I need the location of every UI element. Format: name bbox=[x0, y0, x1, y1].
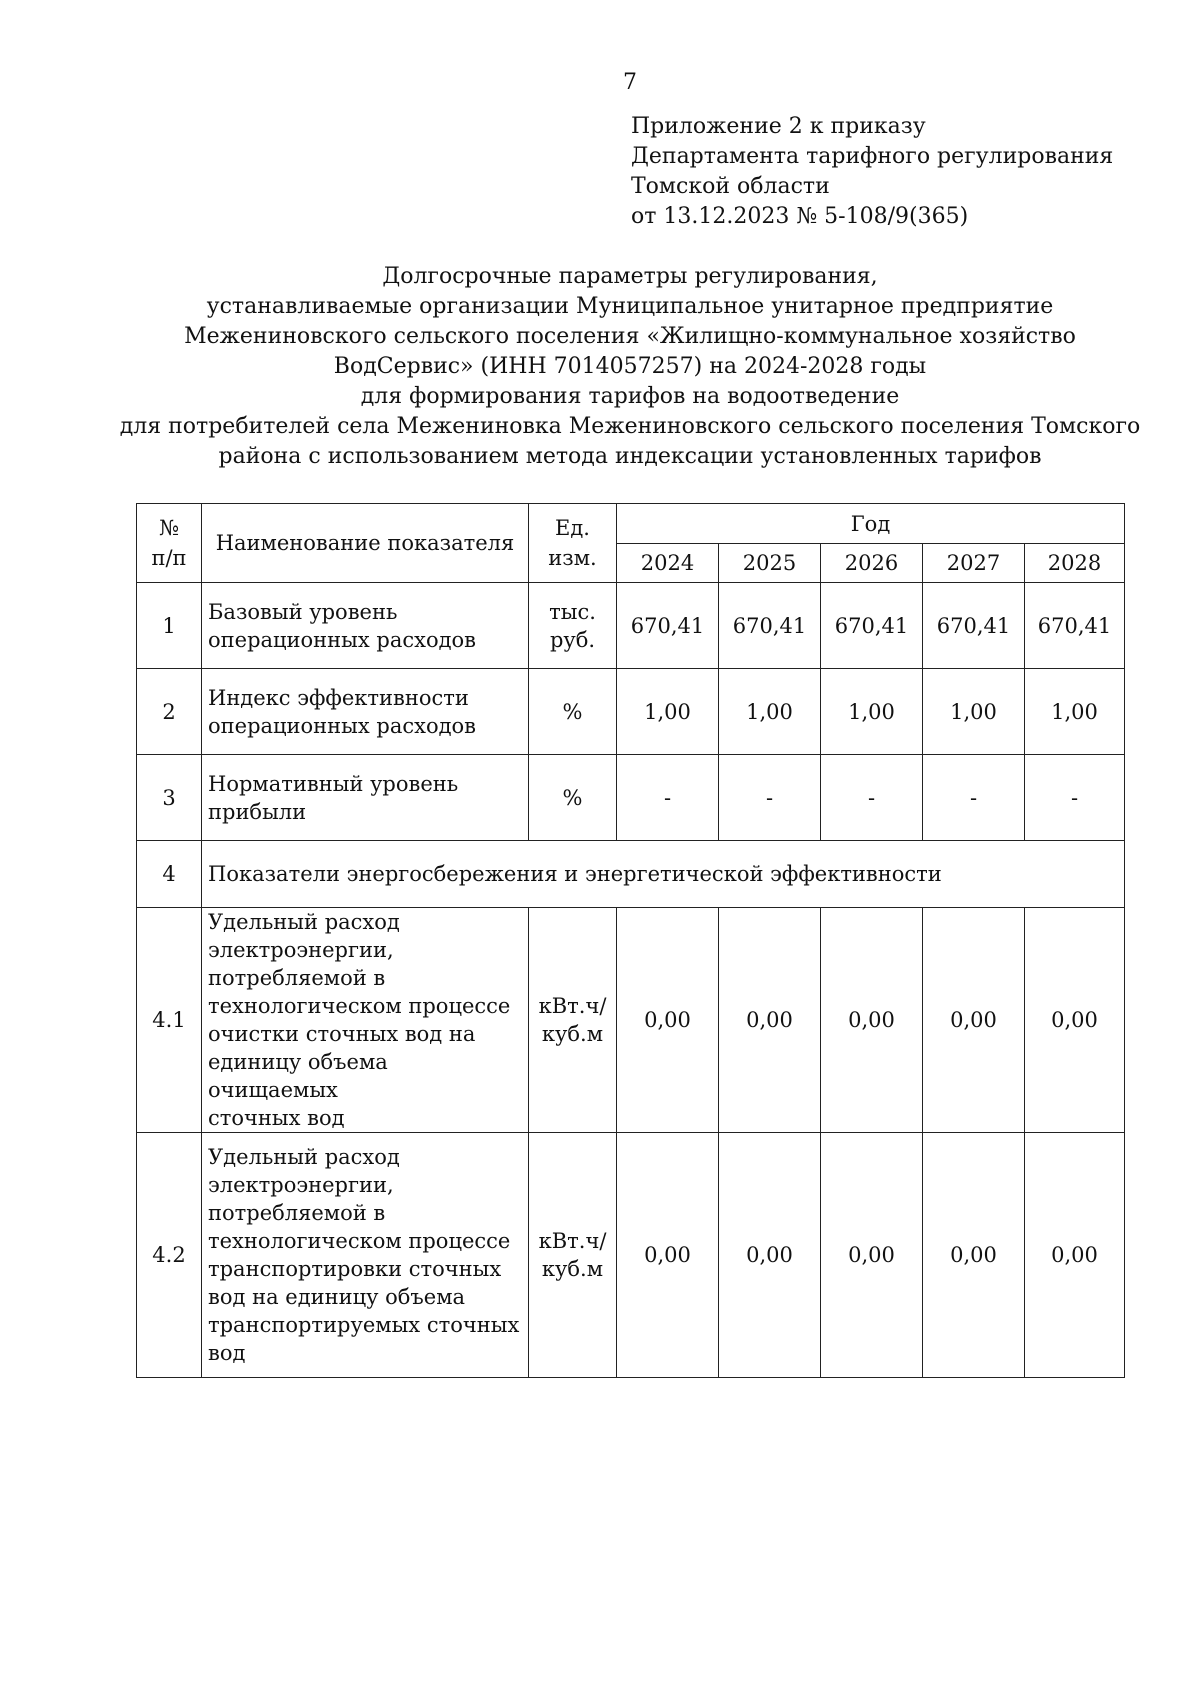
row-name bbox=[202, 669, 529, 755]
header-number bbox=[137, 504, 202, 583]
row-name-line: единицу объема очищаемых bbox=[208, 1050, 388, 1102]
row-value: 670,41 bbox=[617, 583, 719, 669]
row-name-line: Удельный расход bbox=[208, 910, 400, 934]
row-value: 0,00 bbox=[923, 1133, 1025, 1378]
row-name-line: Удельный расход bbox=[208, 1145, 400, 1169]
row-value: 0,00 bbox=[617, 908, 719, 1133]
header-year: 2027 bbox=[923, 544, 1025, 583]
row-name-line: операционных расходов bbox=[208, 713, 477, 738]
row-name-line: прибыли bbox=[208, 799, 307, 824]
row-value: 670,41 bbox=[1025, 583, 1125, 669]
row-name-line: технологическом процессе bbox=[208, 1229, 511, 1253]
header-year: 2026 bbox=[821, 544, 923, 583]
row-number: 1 bbox=[137, 583, 202, 669]
table-row bbox=[137, 583, 1125, 669]
header-year-group: Год bbox=[617, 504, 1125, 544]
header-year: 2024 bbox=[617, 544, 719, 583]
row-unit-line: кВт.ч/ bbox=[538, 1229, 607, 1253]
appendix-line: Департамента тарифного регулирования bbox=[631, 144, 1114, 169]
appendix-line: Приложение 2 к приказу bbox=[631, 114, 926, 139]
row-name bbox=[202, 1133, 529, 1378]
table-row bbox=[137, 1133, 1125, 1378]
row-name-line: электроэнергии, bbox=[208, 938, 394, 962]
row-name-line: Нормативный уровень bbox=[208, 771, 459, 796]
row-unit-line: куб.м bbox=[541, 1022, 604, 1046]
row-name-line: операционных расходов bbox=[208, 627, 477, 652]
table-row bbox=[137, 908, 1125, 1133]
section-label: Показатели энергосбережения и энергетической эффективности bbox=[202, 841, 1125, 908]
appendix-block bbox=[631, 112, 1113, 232]
row-unit-line: тыс. bbox=[549, 599, 596, 624]
row-value: 0,00 bbox=[923, 908, 1025, 1133]
row-name bbox=[202, 908, 529, 1133]
row-value: - bbox=[617, 755, 719, 841]
row-number: 2 bbox=[137, 669, 202, 755]
row-number: 4.2 bbox=[137, 1133, 202, 1378]
row-value: 1,00 bbox=[1025, 669, 1125, 755]
title-line: ВодСервис» (ИНН 7014057257) на 2024-2028 годы bbox=[333, 354, 927, 379]
row-number: 4 bbox=[137, 841, 202, 908]
row-value: 0,00 bbox=[719, 1133, 821, 1378]
header-unit-line2: изм. bbox=[548, 546, 597, 570]
parameters-table bbox=[136, 503, 1125, 1378]
row-name-line: потребляемой в bbox=[208, 966, 386, 990]
row-name bbox=[202, 583, 529, 669]
row-value: 0,00 bbox=[821, 908, 923, 1133]
title-line: Долгосрочные параметры регулирования, bbox=[382, 264, 878, 289]
row-number: 4.1 bbox=[137, 908, 202, 1133]
header-unit bbox=[529, 504, 617, 583]
title-line: для формирования тарифов на водоотведение bbox=[360, 384, 900, 409]
row-value: 0,00 bbox=[1025, 1133, 1125, 1378]
row-unit bbox=[529, 908, 617, 1133]
row-name-line: Индекс эффективности bbox=[208, 685, 469, 710]
row-value: 1,00 bbox=[719, 669, 821, 755]
page-number: 7 bbox=[623, 70, 637, 95]
header-unit-line1: Ед. bbox=[555, 516, 590, 540]
row-unit-line: руб. bbox=[549, 627, 596, 652]
row-name-line: очистки сточных вод на bbox=[208, 1022, 476, 1046]
row-unit-line: % bbox=[562, 699, 583, 724]
row-value: 0,00 bbox=[719, 908, 821, 1133]
row-unit bbox=[529, 583, 617, 669]
table-row bbox=[137, 755, 1125, 841]
row-name-line: вод на единицу объема bbox=[208, 1285, 466, 1309]
title-line: района с использованием метода индексации установленных тарифов bbox=[218, 444, 1042, 469]
document-title bbox=[0, 262, 1200, 472]
row-name-line: транспортируемых сточных bbox=[208, 1313, 520, 1337]
header-year: 2028 bbox=[1025, 544, 1125, 583]
header-name: Наименование показателя bbox=[202, 504, 529, 583]
row-name-line: электроэнергии, bbox=[208, 1173, 394, 1197]
row-unit-line: % bbox=[562, 785, 583, 810]
row-name-line: технологическом процессе bbox=[208, 994, 511, 1018]
row-value: 1,00 bbox=[617, 669, 719, 755]
row-value: - bbox=[923, 755, 1025, 841]
table-row-section bbox=[137, 841, 1125, 908]
row-value: 0,00 bbox=[617, 1133, 719, 1378]
row-value: 670,41 bbox=[923, 583, 1025, 669]
row-name-line: Базовый уровень bbox=[208, 599, 398, 624]
table-row bbox=[137, 669, 1125, 755]
row-unit bbox=[529, 669, 617, 755]
row-value: 1,00 bbox=[923, 669, 1025, 755]
row-unit-line: кВт.ч/ bbox=[538, 994, 607, 1018]
row-name bbox=[202, 755, 529, 841]
row-name-line: транспортировки сточных bbox=[208, 1257, 502, 1281]
row-value: 670,41 bbox=[821, 583, 923, 669]
row-value: 0,00 bbox=[821, 1133, 923, 1378]
row-unit-line: куб.м bbox=[541, 1257, 604, 1281]
row-value: - bbox=[821, 755, 923, 841]
row-value: 1,00 bbox=[821, 669, 923, 755]
header-number-line1: № bbox=[159, 516, 179, 540]
appendix-line: Томской области bbox=[631, 174, 830, 199]
title-line: для потребителей села Межениновка Межениновского сельского поселения Томского bbox=[119, 414, 1141, 439]
header-year: 2025 bbox=[719, 544, 821, 583]
row-value: - bbox=[1025, 755, 1125, 841]
appendix-line: от 13.12.2023 № 5-108/9(365) bbox=[631, 204, 969, 229]
row-number: 3 bbox=[137, 755, 202, 841]
row-value: 0,00 bbox=[1025, 908, 1125, 1133]
row-name-line: вод bbox=[208, 1341, 246, 1365]
row-unit bbox=[529, 755, 617, 841]
row-value: 670,41 bbox=[719, 583, 821, 669]
row-name-line: потребляемой в bbox=[208, 1201, 386, 1225]
row-value: - bbox=[719, 755, 821, 841]
row-name-line: сточных вод bbox=[208, 1106, 345, 1130]
title-line: устанавливаемые организации Муниципальное унитарное предприятие bbox=[206, 294, 1054, 319]
row-unit bbox=[529, 1133, 617, 1378]
header-number-line2: п/п bbox=[151, 546, 187, 570]
title-line: Межениновского сельского поселения «Жилищно-коммунальное хозяйство bbox=[184, 324, 1076, 349]
